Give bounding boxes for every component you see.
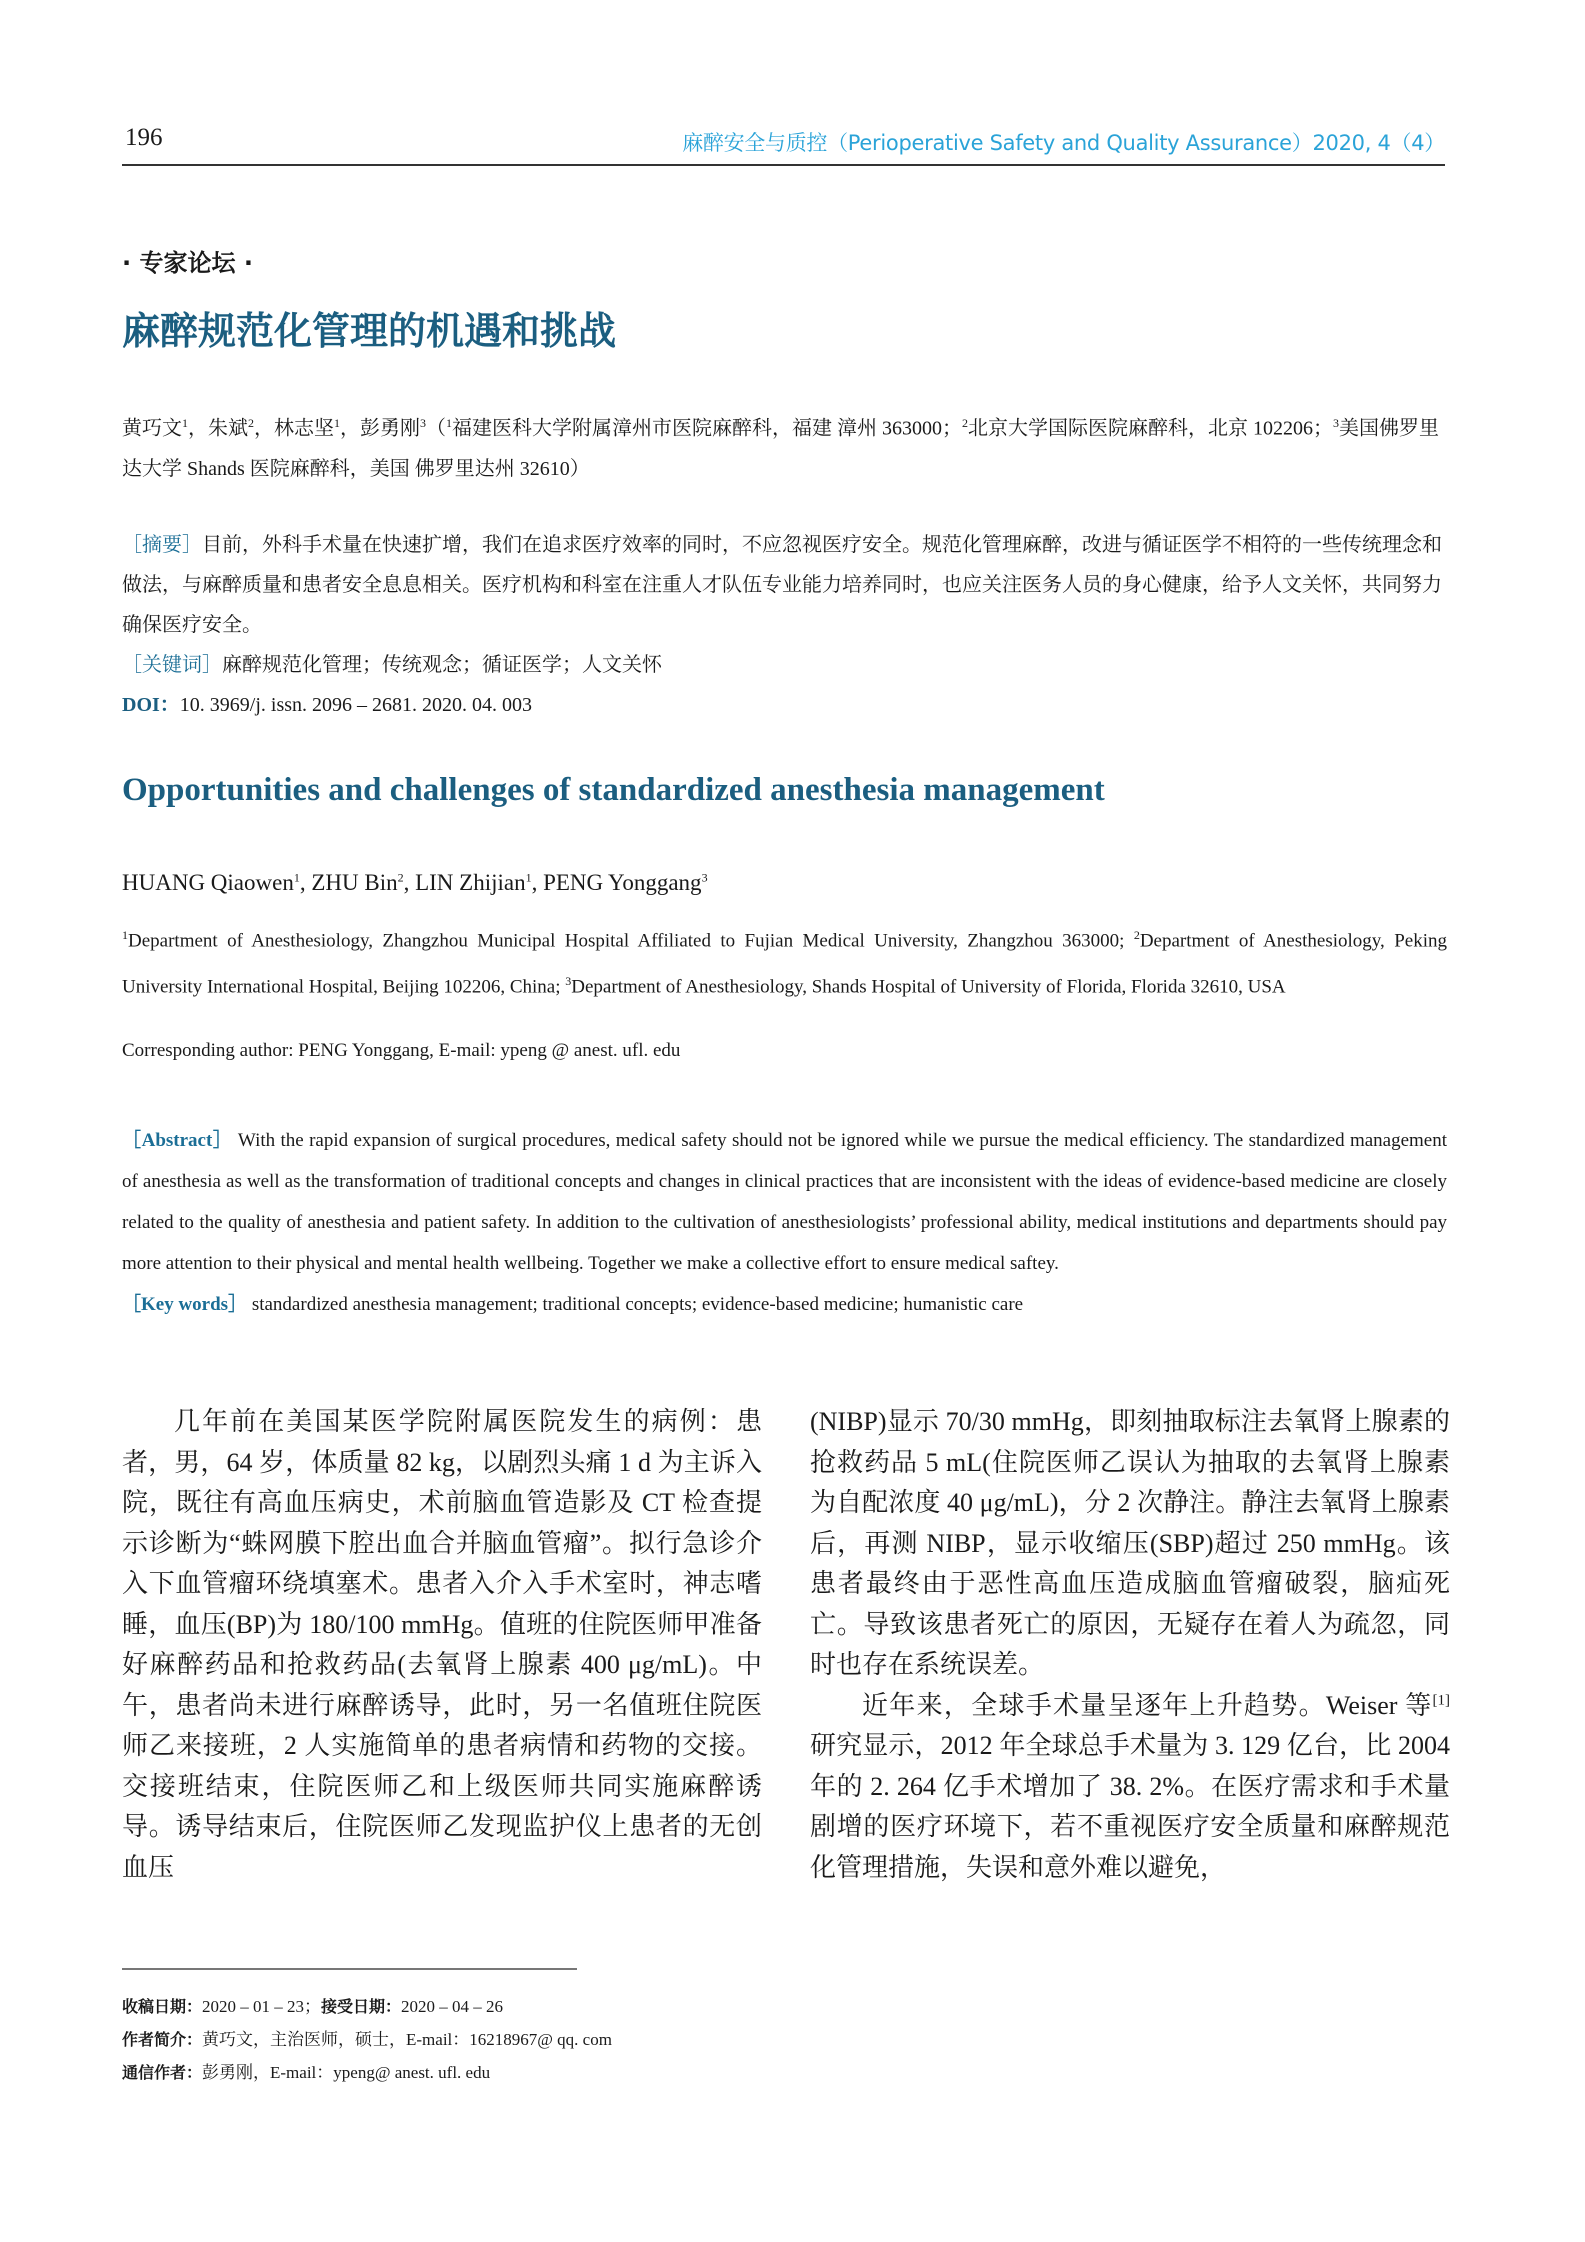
aff-sup: 1 (122, 928, 128, 942)
body-column-left (122, 1402, 762, 1888)
keywords-cn (122, 645, 1447, 685)
journal-running-head: 麻醉安全与质控（Perioperative Safety and Quality Assurance）2020, 4（4） (682, 131, 1445, 155)
doi (122, 685, 1447, 725)
authors-en: HUANG Qiaowen$^1$, ZHU Bin$^2$, LIN Zhijian$^1$, PENG Yonggang$^3$ (122, 870, 708, 895)
body-text: 研究显示，2012 年全球总手术量为 3. 129 亿台，比 2004 年的 2. 264 亿手术增加了 38. 2%。在医疗需求和手术量剧增的医疗环境下，若不重视医疗安全质量和麻醉规范化管理措施，失误和意外难以避免， (810, 1731, 1450, 1882)
abstract-cn-label: ［摘要］ (122, 534, 202, 556)
abstract-en-label: ［Abstract］ (122, 1130, 233, 1151)
header-divider (122, 164, 1445, 166)
title-cn: 麻醉规范化管理的机遇和挑战 (122, 308, 617, 353)
corr-text: 彭勇刚，E-mail：ypeng@ anest. ufl. edu (202, 2063, 491, 2082)
abstract-en-text: With the rapid expansion of surgical procedures, medical safety should not be ignored while we pursue the medical efficiency. The standardized management of anesthesia as well as the transformation of traditional concepts and changes in clinical practices that are inconsistent with the ideas of evidence-based medicine are closely related to the quality of anesthesia and patient safety. In addition to the cultivation of anesthesiologists’ professional ability, medical institutions and departments should pay more attention to their physical and mental health wellbeing. Together we make a collective effort to ensure medical saftey. (122, 1130, 1448, 1274)
received-label: 收稿日期： (122, 1997, 203, 2016)
author-sup: 1 (525, 870, 532, 885)
keywords-en-text: standardized anesthesia management; traditional concepts; evidence-based medicine; humanistic care (251, 1294, 1024, 1315)
abstract-en-body (122, 1120, 1447, 1284)
corr-label: 通信作者： (122, 2063, 203, 2082)
aff-sup: 1 (446, 416, 452, 430)
author-en: HUANG Qiaowen (122, 870, 294, 895)
author-en: PENG Yonggang (543, 870, 702, 895)
author-sup: 2 (397, 870, 404, 885)
footnote-dates (122, 1990, 612, 2023)
abstract-cn (122, 525, 1447, 725)
affiliation-en: Department of Anesthesiology, Shands Hospital of University of Florida, Florida 32610, USA (571, 976, 1286, 998)
footnote-bio (122, 2023, 612, 2056)
author-sup: 3 (701, 870, 708, 885)
body-column-right (810, 1402, 1450, 1888)
bio-label: 作者简介： (122, 2030, 203, 2049)
abstract-cn-text: 目前，外科手术量在快速扩增，我们在追求医疗效率的同时，不应忽视医疗安全。规范化管理麻醉，改进与循证医学不相符的一些传统理念和做法，与麻醉质量和患者安全息息相关。医疗机构和科室在注重人才队伍专业能力培养同时，也应关注医务人员的身心健康，给予人文关怀，共同努力确保医疗安全。 (122, 534, 1442, 636)
body-paragraph: 几年前在美国某医学院附属医院发生的病例：患者，男，64 岁，体质量 82 kg，以剧烈头痛 1 d 为主诉入院，既往有高血压病史，术前脑血管造影及 CT 检查提示诊断为“蛛网膜下腔出血合并脑血管瘤”。拟行急诊介入下血管瘤环绕填塞术。患者入介入手术室时，神志嗜睡，血压(BP)为 180/100 mmHg。值班的住院医师甲准备好麻醉药品和抢救药品(去氧肾上腺素 400 μg/mL)。中午，患者尚未进行麻醉诱导，此时，另一名值班住院医师乙来接班，2 人实施简单的患者病情和药物的交接。交接班结束，住院医师乙和上级医师共同实施麻醉诱导。诱导结束后，住院医师乙发现监护仪上患者的无创血压 (122, 1407, 762, 1882)
author-name: 黄巧文 (122, 417, 182, 440)
affiliations-en (122, 915, 1447, 1008)
footnotes (122, 1990, 612, 2089)
keywords-en (122, 1284, 1447, 1325)
authors-cn: 黄巧文$^1$，朱斌$^2$，林志坚$^1$，彭勇刚$^3$（$^1$福建医科大学附属漳州市医院麻醉科，福建 漳州 363000；$^2$北京大学国际医院麻醉科，北京 102206；$^3$美国佛罗里达大学 Shands 医院麻醉科，美国 佛罗里达州 32610） (122, 416, 1439, 480)
author-name: 林志坚 (274, 417, 334, 440)
title-en: Opportunities and challenges of standardized anesthesia management (122, 772, 1105, 808)
doi-label: DOI： (122, 694, 180, 716)
affiliation-en: Department of Anesthesiology, Peking University International Hospital, Beijing 102206, China; (122, 930, 1447, 998)
received-date: 2020 – 01 – 23； (202, 1997, 322, 2016)
aff-sup: 3 (565, 974, 572, 989)
body-paragraph: (NIBP)显示 70/30 mmHg，即刻抽取标注去氧肾上腺素的抢救药品 5 mL(住院医师乙误认为抽取的去氧肾上腺素为自配浓度 40 μg/mL)，分 2 次静注。静注去氧肾上腺素后，再测 NIBP，显示收缩压(SBP)超过 250 mmHg。该患者最终由于恶性高血压造成脑血管瘤破裂，脑疝死亡。导致该患者死亡的原因，无疑存在着人为疏忽，同时也存在系统误差。 (810, 1407, 1450, 1679)
author-name: 朱斌 (208, 417, 248, 440)
author-sup: 1 (182, 416, 188, 430)
doi-value[interactable]: 10. 3969/j. issn. 2096 – 2681. 2020. 04. 003 (179, 694, 533, 716)
author-en: ZHU Bin (311, 870, 398, 895)
body-text: 近年来，全球手术量呈逐年上升趋势。Weiser 等 (862, 1690, 1433, 1720)
aff-sup: 2 (1133, 928, 1140, 942)
column-label: · 专家论坛 · (122, 249, 253, 277)
keywords-en-label: ［Key words］ (122, 1294, 248, 1315)
footnote-corr (122, 2056, 612, 2089)
aff-sup: 2 (962, 416, 968, 430)
author-sup: 1 (293, 870, 300, 885)
author-name: 彭勇刚 (360, 417, 420, 440)
keywords-cn-label: ［关键词］ (122, 654, 222, 676)
affiliation-cn: 福建医科大学附属漳州市医院麻醉科，福建 漳州 363000； (452, 417, 962, 440)
affiliation-en: Department of Anesthesiology, Zhangzhou Municipal Hospital Affiliated to Fujian Medical University, Zhangzhou 363000; (128, 930, 1134, 952)
accepted-label: 接受日期： (321, 1997, 402, 2016)
citation-link[interactable]: [1] (1432, 1691, 1450, 1708)
author-sup: 1 (334, 416, 340, 430)
affiliation-cn: 北京大学国际医院麻醉科，北京 102206； (968, 417, 1333, 440)
keywords-cn-text: 麻醉规范化管理；传统观念；循证医学；人文关怀 (222, 654, 662, 676)
footnote-divider (122, 1968, 577, 1970)
author-sup: 2 (248, 416, 254, 430)
bio-text: 黄巧文，主治医师，硕士，E-mail：16218967@ qq. com (202, 2030, 612, 2049)
author-en: LIN Zhijian (415, 870, 526, 895)
affiliation-cn: 美国佛罗里达大学 Shands 医院麻醉科，美国 佛罗里达州 32610） (122, 417, 1439, 480)
abstract-en (122, 1120, 1447, 1325)
accepted-date: 2020 – 04 – 26 (401, 1997, 504, 2016)
aff-sup: 3 (1333, 416, 1339, 430)
page-number: 196 (125, 124, 163, 151)
author-sup: 3 (420, 416, 426, 430)
corresponding-author-en: Corresponding author: PENG Yonggang, E-mail: ypeng @ anest. ufl. edu (122, 1040, 681, 1061)
body-paragraph (810, 1686, 1450, 1889)
abstract-cn-body (122, 525, 1447, 645)
